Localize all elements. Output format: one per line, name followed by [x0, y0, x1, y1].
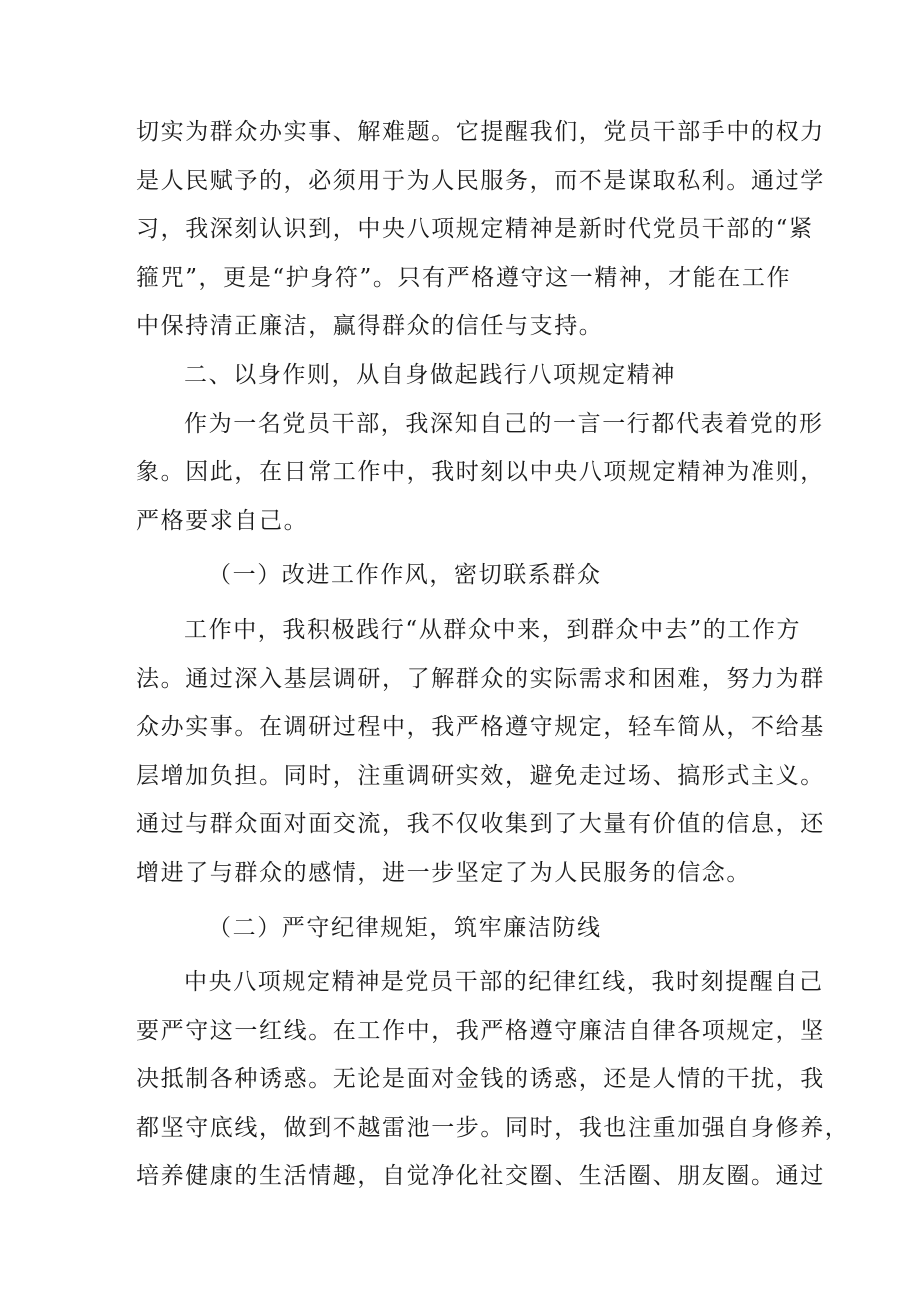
paragraph [136, 400, 825, 546]
text-line: 培养健康的生活情趣，自觉净化社交圈、生活圈、朋友圈。通过 [136, 1163, 825, 1190]
text-line: 决抵制各种诱惑。无论是面对金钱的诱惑，还是人情的干扰，我 [136, 1066, 825, 1093]
paragraph [136, 606, 825, 898]
subsection-heading: （二）严守纪律规矩，筑牢廉洁防线 [208, 914, 602, 941]
text-line: 要严守这一红线。在工作中，我严格遵守廉洁自律各项规定，坚 [136, 1017, 825, 1044]
text-line: 象。因此，在日常工作中，我时刻以中央八项规定精神为准则， [136, 459, 825, 486]
text-line: 法。通过深入基层调研，了解群众的实际需求和困难，努力为群 [136, 665, 825, 692]
text-line: 切实为群众办实事、解难题。它提醒我们，党员干部手中的权力 [136, 119, 825, 145]
text-line: 习，我深刻认识到，中央八项规定精神是新时代党员干部的“紧 [136, 216, 814, 243]
text-line: 是人民赋予的，必须用于为人民服务，而不是谋取私利。通过学 [136, 167, 825, 194]
text-line: 中保持清正廉洁，赢得群众的信任与支持。 [136, 313, 604, 340]
text-line: 中央八项规定精神是党员干部的纪律红线，我时刻提醒自己 [184, 969, 824, 996]
text-line: 严格要求自己。 [136, 507, 309, 534]
text-line: 都坚守底线，做到不越雷池一步。同时，我也注重加强自身修养， [136, 1114, 850, 1141]
paragraph-continued [136, 108, 825, 351]
subsection-heading: （一）改进工作作风，密切联系群众 [208, 562, 602, 589]
text-line: 通过与群众面对面交流，我不仅收集到了大量有价值的信息，还 [136, 811, 825, 838]
text-line: 层增加负担。同时，注重调研实效，避免走过场、搞形式主义。 [136, 762, 825, 789]
text-line: 工作中，我积极践行“从群众中来，到群众中去”的工作方 [184, 616, 802, 643]
text-line: 箍咒”，更是“护身符”。只有严格遵守这一精神，才能在工作 [136, 264, 792, 291]
text-line: 增进了与群众的感情，进一步坚定了为人民服务的信念。 [136, 859, 751, 886]
paragraph [136, 958, 850, 1201]
section-heading: 二、以身作则，从自身做起践行八项规定精神 [184, 361, 676, 388]
document-body [136, 108, 850, 1201]
text-line: 作为一名党员干部，我深知自己的一言一行都代表着党的形 [184, 410, 824, 437]
text-line: 众办实事。在调研过程中，我严格遵守规定，轻车简从，不给基 [136, 714, 825, 741]
